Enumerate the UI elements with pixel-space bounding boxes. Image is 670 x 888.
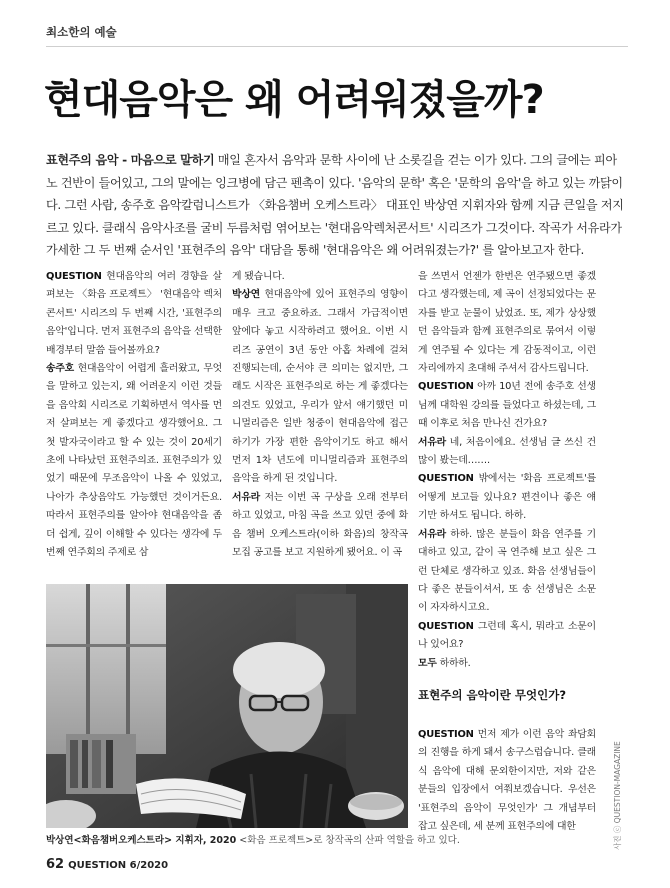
dialogue-paragraph [46,360,222,562]
dialogue-text: 밖에서는 '화음 프로젝트'를 어떻게 보고들 있나요? 편견이나 좋은 얘기만 하셔도 됩니다. 하하. [418,473,596,522]
caption-text: <화음 프로젝트>로 창작곡의 산파 역할을 하고 있다. [236,835,460,846]
speaker-label: 서유라 [418,436,447,448]
dialogue-paragraph [232,268,408,286]
dialogue-paragraph [418,655,596,673]
text-column-2 [232,268,408,563]
speaker-label: QUESTION [418,620,474,632]
dialogue-paragraph [232,489,408,563]
speaker-label: QUESTION [418,381,474,393]
intro-body: 매일 혼자서 음악과 문학 사이에 난 소롯길을 걷는 이가 있다. 그의 글에는 피아노 건반이 들어있고, 그의 말에는 잉크병에 담근 펜촉이 있다. '음악의 문학' 혹은 '문학의 음악'을 하고 있는 까닭이다. 그런 사람, 송주호 음악칼럼니스트가 〈화음챔버 오케스트라〉 대표인 박상연 지휘자와 함께 지금 큰일을 저지르고 있다. 클래식 음악사조를 굴비 두름처럼 엮어보는 '현대음악렉처콘서트' 시리즈가 그것이다. 작곡가 서유라가 가세한 그 두 번째 순서인 '표현주의 음악' 대담을 통해 '현대음악은 왜 어려워졌는가?' 를 알아보고자 한다. [46,153,624,258]
conductor-photo [46,584,408,828]
dialogue-text: 현대음악의 여러 경향을 살펴보는 〈화음 프로젝트〉 '현대음악 렉처 콘서트' 시리즈의 두 번째 시간, '표현주의 음악'입니다. 먼저 표현주의 음악을 선택한 배경부터 말씀 들어볼까요? [46,271,222,356]
speaker-label: 박상연 [232,289,261,301]
speaker-label: QUESTION [418,473,474,485]
text-column-3b [418,726,596,836]
photo-illustration [46,584,408,828]
dialogue-paragraph [418,434,596,471]
dialogue-text: 저는 이번 곡 구상을 오래 전부터 하고 있었고, 마침 곡을 쓰고 있던 중에 화음 챔버 오케스트라(이하 화음)의 창작곡 모집 공고를 보고 지원하게 됐어요. 이 곡 [232,491,408,559]
dialogue-text: 아까 10년 전에 송주호 선생님께 대학원 강의를 들었다고 하셨는데, 그때 이후로 처음 만나신 건가요? [418,381,596,430]
dialogue-paragraph [232,286,408,488]
dialogue-text: 게 됐습니다. [232,271,285,282]
speaker-label: 송주호 [46,363,75,375]
page-folio [46,857,168,872]
photo-credit-text: 사진 ⓒ QUESTION-MAGAZINE [613,741,622,850]
dialogue-paragraph [46,268,222,360]
dialogue-text: 하하하. [436,657,471,669]
dialogue-paragraph [418,526,596,618]
speaker-label: QUESTION [418,729,474,740]
dialogue-text: 현대음악이 어렵게 흘러왔고, 무엇을 말하고 있는지, 왜 어려운지 이런 것들을 음악회 시리즈로 기획하면서 역사를 먼저 살펴보는 게 좋겠다고 생각했어요. 그 첫 발자국이라고 할 수 있는 것이 20세기 초에 나타났던 표현주의죠. 표현주의가 있었기 때문에 무조음악이 나올 수 있었고, 나아가 추상음악도 가능했던 것이거든요. 따라서 표현주의를 알아야 현대음악을 좀 더 쉽게, 깊이 이해할 수 있다는 생각에 두 번째 연주회의 주제로 삼 [46,363,222,559]
headline: 현대음악은 왜 어려워졌을까? [44,77,544,123]
dialogue-paragraph [418,726,596,836]
issue-label: QUESTION 6/2020 [68,860,169,871]
dialogue-paragraph [418,268,596,378]
speaker-label: 서유라 [232,491,261,503]
dialogue-text: 네, 처음이에요. 선생님 글 쓰신 건 많이 봤는데……. [418,436,596,467]
subheading: 표현주의 음악이란 무엇인가? [418,688,566,702]
text-column-1 [46,268,222,563]
photo-caption [46,832,460,846]
caption-name: 박상연<화음챔버오케스트라> 지휘자, 2020 [46,835,237,846]
dialogue-text: 먼저 제가 이런 음악 좌담회의 진행을 하게 돼서 송구스럽습니다. 클래식 음악에 대해 문외한이지만, 저와 같은 분들의 입장에서 여쭤보겠습니다. 우선은 '표현주의 음악이 무엇인가' 그 개념부터 잡고 싶은데, 세 분께 표현주의에 대한 [418,729,596,833]
dialogue-paragraph [418,618,596,655]
dialogue-paragraph [418,378,596,433]
dialogue-text: 현대음악에 있어 표현주의 영향이 매우 크고 중요하죠. 그래서 가급적이면 앞에다 놓고 시작하려고 했어요. 이번 시리즈 공연이 3년 동안 아홉 차례에 걸쳐 진행되는데, 순서야 큰 의미는 없지만, 그래도 시작은 표현주의로 하는 게 좋겠다는 의견도 있었고, 우리가 앞서 얘기했던 미니멀리즘은 일반 청중이 현대음악에 접근하기가 가장 편한 음악이기도 하고 해서 먼저 1차 년도에 미니멀리즘과 표현주의 음악을 하게 된 것입니다. [232,289,408,485]
section-label: 최소한의 예술 [46,25,117,39]
top-rule [46,46,628,47]
speaker-label: 서유라 [418,528,447,540]
dialogue-text: 을 쓰면서 언젠가 한번은 연주됐으면 좋겠다고 생각했는데, 제 곡이 선정되었다는 문자를 받고 눈물이 났었죠. 또, 제가 상상했던 음악들과 함께 표현주의로 묶여서 이렇게 연주될 수 있다는 게 감동적이고, 이런 자리에까지 초대해 주셔서 감사드립니다. [418,271,596,375]
text-column-3 [418,268,596,673]
dialogue-text: 하하. 많은 분들이 화음 연주를 기대하고 있고, 같이 곡 연주해 보고 싶은 그런 단체로 생각하고 있죠. 화음 선생님들이 다 좋은 분들이셔서, 또 송 선생님은 소문이 자자하시고요. [418,528,596,614]
intro-lead: 표현주의 음악 - 마음으로 말하기 [46,153,215,167]
intro-paragraph [46,149,628,262]
page-number: 62 [46,857,65,872]
speaker-label: QUESTION [46,271,102,282]
photo-credit [612,741,626,850]
dialogue-paragraph [418,470,596,525]
dialogue-text: 그런데 혹시, 뭐라고 소문이 나 있어요? [418,620,596,651]
speaker-label: 모두 [418,657,437,669]
